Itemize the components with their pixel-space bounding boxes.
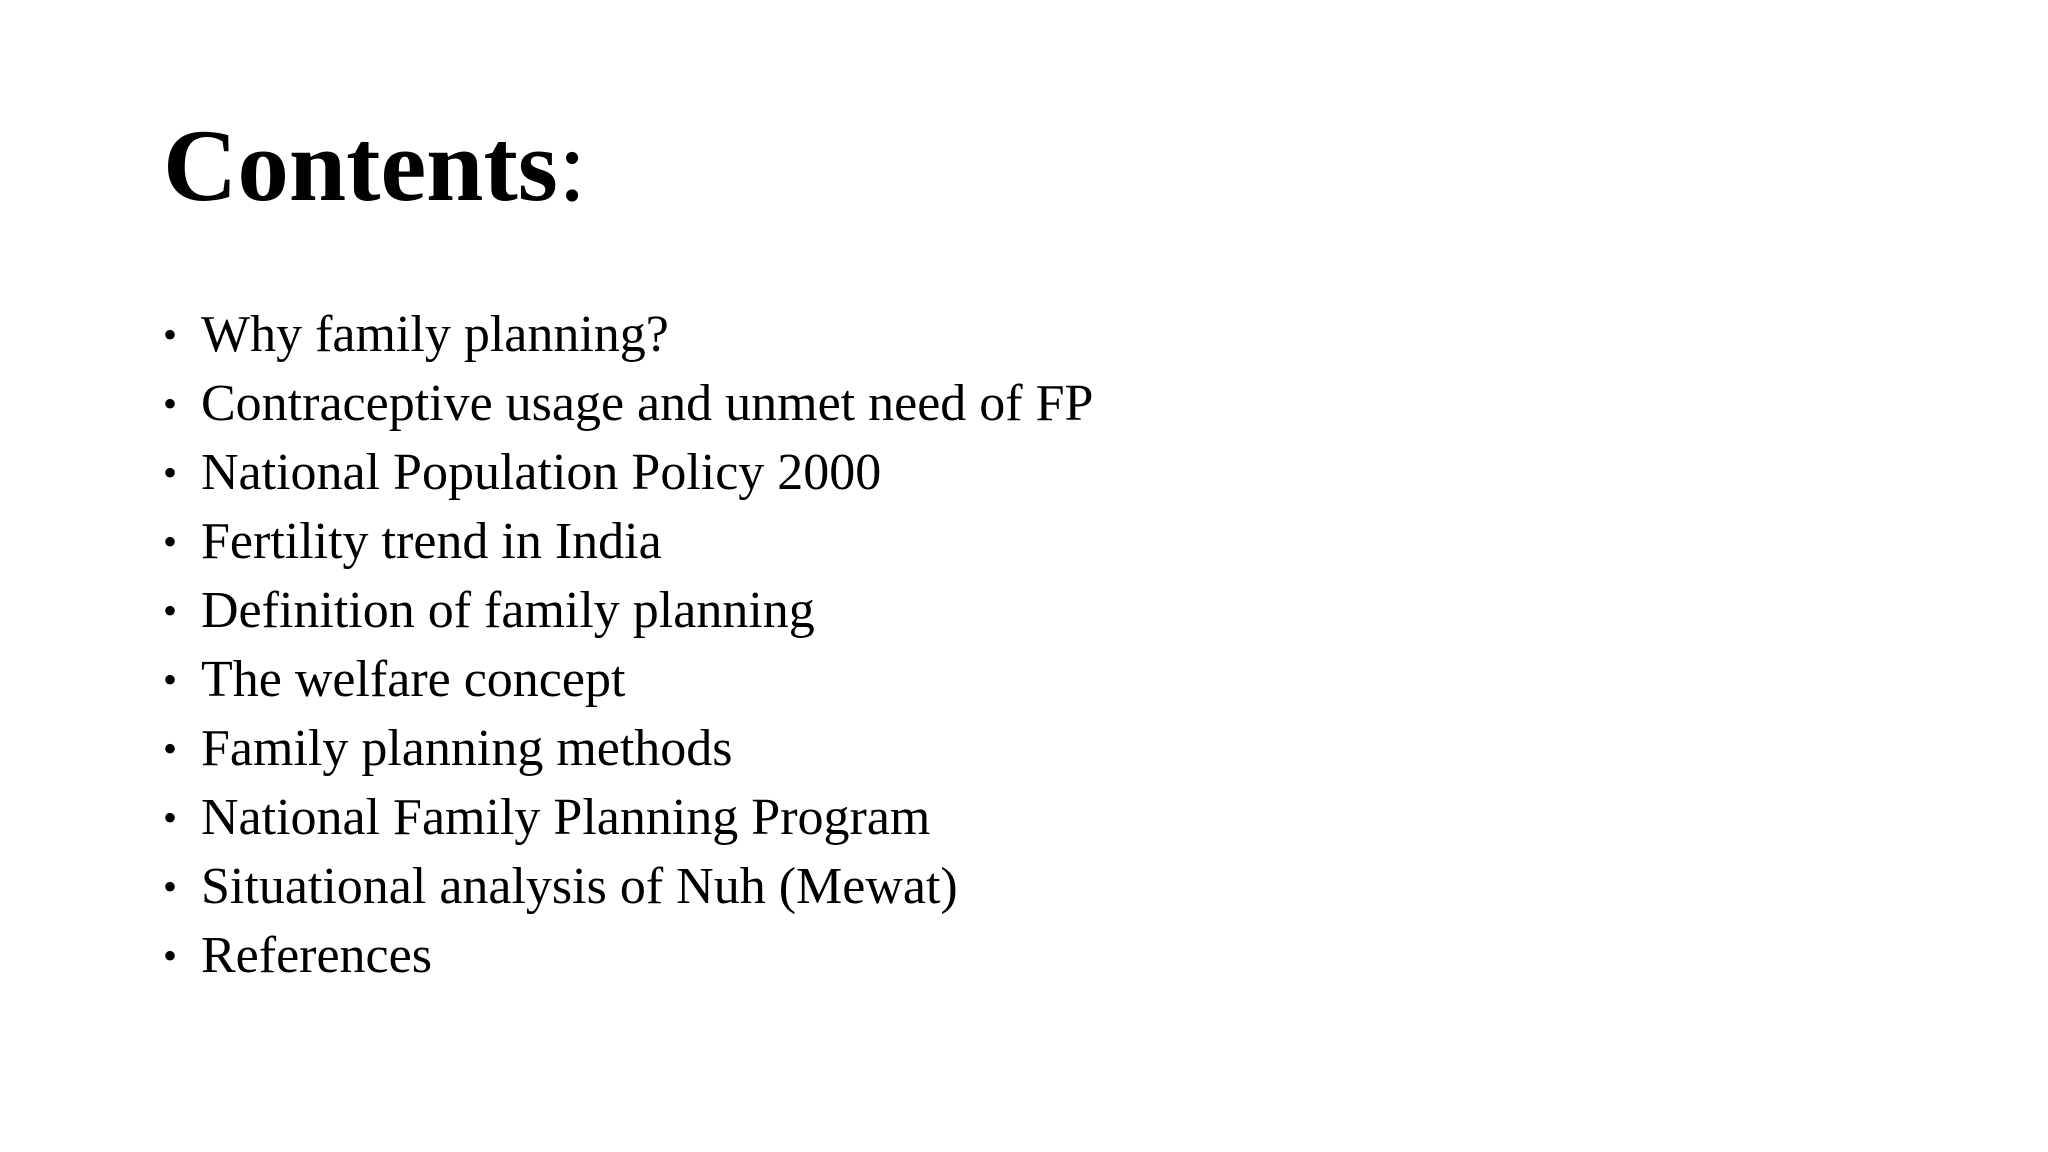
bullet-icon: • (163, 795, 178, 840)
bullet-icon: • (163, 312, 178, 357)
bullet-icon: • (163, 864, 178, 909)
bullet-icon: • (163, 933, 178, 978)
list-item-text: The welfare concept (201, 651, 626, 708)
list-item-text: Fertility trend in India (201, 513, 662, 570)
bullet-icon: • (163, 657, 178, 702)
bullet-icon: • (163, 726, 178, 771)
bullet-icon: • (163, 381, 178, 426)
list-item-text: Situational analysis of Nuh (Mewat) (201, 858, 958, 915)
list-item-text: National Population Policy 2000 (201, 444, 882, 501)
list-item-text: Contraceptive usage and unmet need of FP (201, 375, 1094, 432)
bullet-icon: • (163, 519, 178, 564)
list-item-text: Family planning methods (201, 720, 733, 777)
list-item-text: Definition of family planning (201, 582, 815, 639)
slide-title (163, 105, 586, 229)
bullet-icon: • (163, 588, 178, 633)
bullet-icon: • (163, 450, 178, 495)
title-text: Contents (163, 109, 558, 223)
list-item-text: National Family Planning Program (201, 789, 931, 846)
list-item-text: References (201, 927, 432, 984)
title-colon: : (557, 109, 587, 223)
list-item-text: Why family planning? (201, 306, 669, 363)
